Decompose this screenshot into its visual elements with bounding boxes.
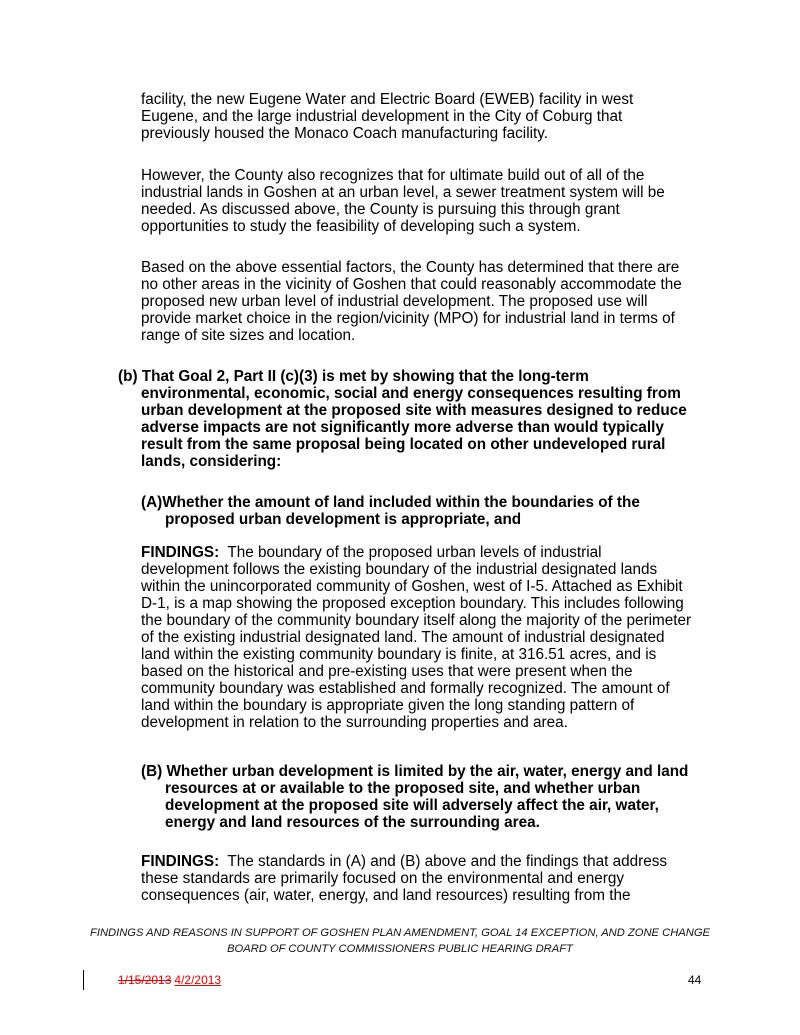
- text-line: adverse impacts are not significantly more adverse than would typically: [141, 419, 664, 436]
- text-line: energy and land resources of the surrounding area.: [165, 814, 540, 831]
- text-line: within the unincorporated community of Goshen, west of I-5. Attached as Exhibit: [141, 578, 683, 595]
- text-line: (b) That Goal 2, Part II (c)(3) is met by showing that the long-term: [118, 368, 589, 385]
- text-line: opportunities to study the feasibility of developing such a system.: [141, 218, 581, 235]
- paragraph-facilities: [141, 91, 633, 142]
- revision-bar: [83, 970, 84, 990]
- text-line: facility, the new Eugene Water and Electric Board (EWEB) facility in west: [141, 91, 634, 108]
- criterion-A-heading: [141, 494, 640, 528]
- text-line: development follows the existing boundary of the industrial designated lands: [141, 561, 658, 578]
- old-date: 1/15/2013: [118, 973, 172, 987]
- text-line: Based on the above essential factors, the County has determined that there are: [141, 259, 680, 276]
- text-line-content: The boundary of the proposed urban levels of industrial: [219, 544, 602, 561]
- text-line: land within the existing community boundary is finite, at 316.51 acres, and is: [141, 646, 657, 663]
- text-line: Eugene, and the large industrial development in the City of Coburg that: [141, 108, 623, 125]
- text-line: previously housed the Monaco Coach manufacturing facility.: [141, 125, 549, 142]
- text-line: industrial lands in Goshen at an urban level, a sewer treatment system will be: [141, 184, 665, 201]
- text-line: environmental, economic, social and energy consequences resulting from: [141, 385, 681, 402]
- findings-label: FINDINGS:: [141, 544, 220, 561]
- text-line: proposed urban development is appropriate, and: [165, 511, 522, 528]
- text-line: consequences (air, water, energy, and land resources) resulting from the: [141, 887, 631, 904]
- text-line: resources at or available to the proposed site, and whether urban: [165, 780, 641, 797]
- footer-title: FINDINGS AND REASONS IN SUPPORT OF GOSHEN PLAN AMENDMENT, GOAL 14 EXCEPTION, AND ZONE CHANGE: [90, 927, 710, 939]
- text-line: needed. As discussed above, the County is pursuing this through grant: [141, 201, 620, 218]
- text-line: [141, 544, 691, 561]
- text-line: community boundary was established and formally recognized. The amount of: [141, 680, 670, 697]
- criterion-B-heading: [141, 763, 688, 831]
- text-line: development at the proposed site will adversely affect the air, water,: [165, 797, 659, 814]
- text-line: [141, 853, 667, 870]
- text-line: urban development at the proposed site with measures designed to reduce: [141, 402, 687, 419]
- footer-date: [118, 973, 221, 987]
- paragraph-sewer: [141, 167, 665, 235]
- text-line: range of site sizes and location.: [141, 327, 356, 344]
- text-line: provide market choice in the region/vicinity (MPO) for industrial land in terms of: [141, 310, 675, 327]
- findings-A: [141, 544, 691, 731]
- text-line: However, the County also recognizes that for ultimate build out of all of the: [141, 167, 645, 184]
- page-number: 44: [688, 973, 702, 987]
- findings-label: FINDINGS:: [141, 853, 220, 870]
- text-line-content: The standards in (A) and (B) above and the findings that address: [219, 853, 668, 870]
- findings-B: [141, 853, 667, 904]
- criterion-b-heading: [118, 368, 687, 470]
- text-line: D-1, is a map showing the proposed exception boundary. This includes following: [141, 595, 684, 612]
- new-date: 4/2/2013: [174, 973, 222, 987]
- text-line: these standards are primarily focused on the environmental and energy: [141, 870, 624, 887]
- text-line: based on the historical and pre-existing uses that were present when the: [141, 663, 633, 680]
- paragraph-essential-factors: [141, 259, 682, 344]
- text-line: of the existing industrial designated land. The amount of industrial designated: [141, 629, 665, 646]
- text-line: the boundary of the community boundary itself along the majority of the perimeter: [141, 612, 692, 629]
- text-line: development in relation to the surrounding properties and area.: [141, 714, 568, 731]
- text-line: no other areas in the vicinity of Goshen that could reasonably accommodate the: [141, 276, 682, 293]
- text-line: (B) Whether urban development is limited by the air, water, energy and land: [141, 763, 689, 780]
- text-line: proposed new urban level of industrial development. The proposed use will: [141, 293, 648, 310]
- footer-subtitle: BOARD OF COUNTY COMMISSIONERS PUBLIC HEARING DRAFT: [227, 943, 573, 955]
- text-line: lands, considering:: [141, 453, 282, 470]
- text-line: result from the same proposal being located on other undeveloped rural: [141, 436, 666, 453]
- text-line: land within the boundary is appropriate given the long standing pattern of: [141, 697, 635, 714]
- text-line: (A)Whether the amount of land included within the boundaries of the: [141, 494, 640, 511]
